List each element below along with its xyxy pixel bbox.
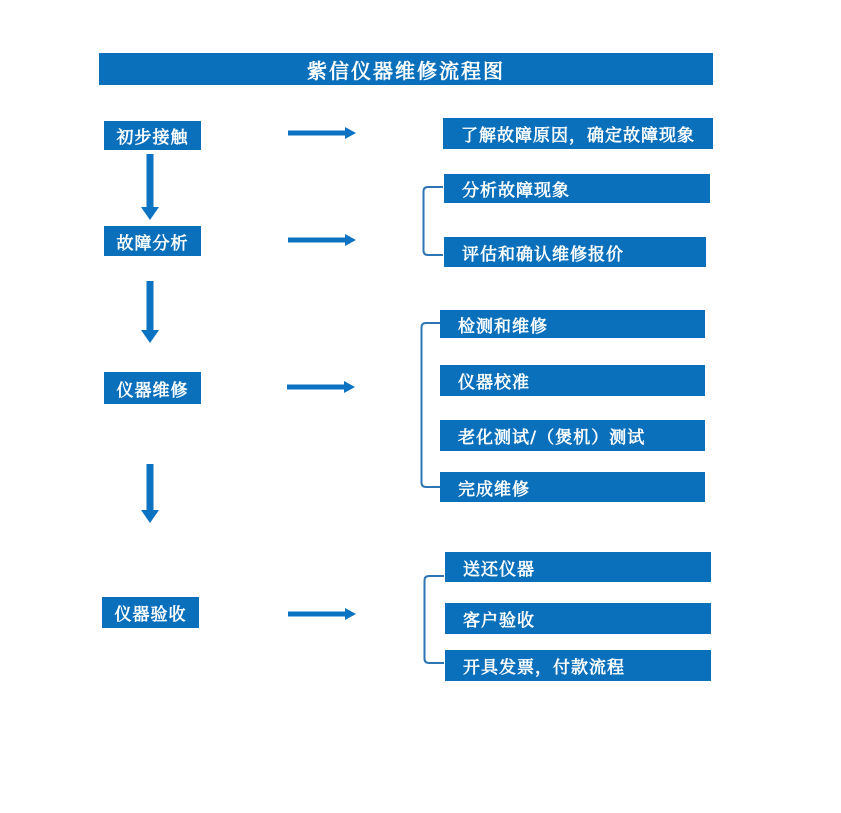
down-arrow-icon <box>140 464 160 523</box>
detail-box-inspect-repair: 检测和维修 <box>440 310 705 338</box>
stage-box-fault-analysis: 故障分析 <box>104 226 201 256</box>
detail-box-repair-complete: 完成维修 <box>440 472 705 502</box>
bracket-connector-icon <box>418 321 442 489</box>
right-arrow-icon <box>288 126 356 140</box>
stage-box-initial-contact: 初步接触 <box>104 121 201 150</box>
detail-box-customer-acceptance: 客户验收 <box>445 603 711 634</box>
bracket-connector-icon <box>421 574 445 665</box>
detail-box-aging-test: 老化测试/（煲机）测试 <box>440 420 705 451</box>
down-arrow-icon <box>140 281 160 343</box>
detail-box-analyze-fault: 分析故障现象 <box>444 174 710 203</box>
right-arrow-icon <box>288 607 356 621</box>
flowchart-title: 紫信仪器维修流程图 <box>99 53 713 85</box>
detail-box-return-instrument: 送还仪器 <box>445 552 711 582</box>
stage-box-instrument-repair: 仪器维修 <box>104 372 201 404</box>
detail-box-invoice-payment: 开具发票，付款流程 <box>445 650 711 681</box>
detail-box-calibration: 仪器校准 <box>440 365 705 396</box>
right-arrow-icon <box>288 233 356 247</box>
stage-box-instrument-acceptance: 仪器验收 <box>102 597 199 628</box>
detail-box-repair-quote: 评估和确认维修报价 <box>444 237 706 267</box>
detail-box-fault-cause: 了解故障原因，确定故障现象 <box>443 118 713 149</box>
right-arrow-icon <box>287 380 355 394</box>
down-arrow-icon <box>140 154 160 220</box>
bracket-connector-icon <box>420 185 444 257</box>
